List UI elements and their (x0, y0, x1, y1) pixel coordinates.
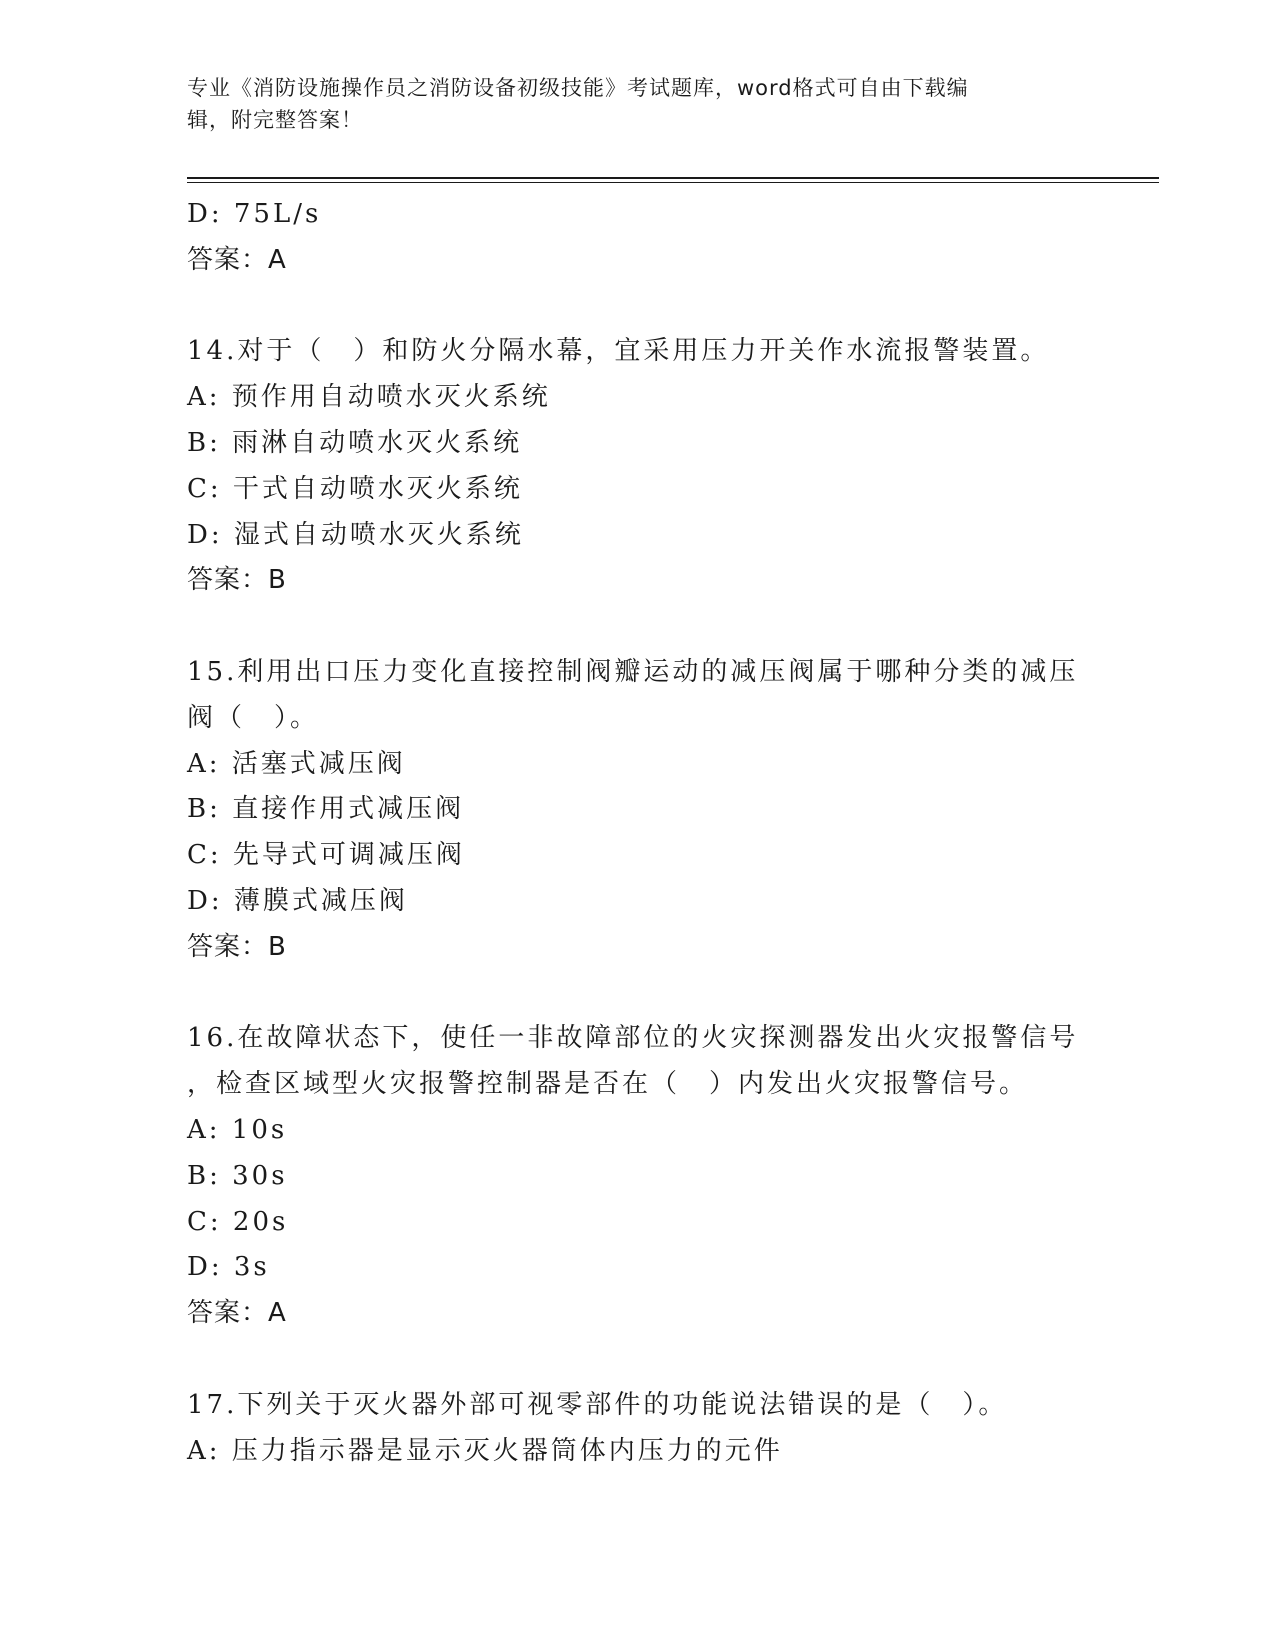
option-c: C: 干式自动喷水灭火系统 (187, 473, 523, 504)
question-stem: 14.对于（ ）和防火分隔水幕，宜采用压力开关作水流报警装置。 (187, 336, 1050, 367)
document-header (187, 72, 1067, 136)
question-17 (187, 1383, 1087, 1475)
option-c: C: 20s (187, 1206, 289, 1237)
option-a: A: 10s (187, 1114, 288, 1145)
option-d: D: 湿式自动喷水灭火系统 (187, 519, 524, 550)
option-a: A: 预作用自动喷水灭火系统 (187, 382, 551, 413)
answer: 答案：A (187, 1298, 287, 1329)
header-divider-bottom (187, 182, 1159, 183)
option-b: B: 雨淋自动喷水灭火系统 (187, 427, 523, 458)
option-d: D: 薄膜式减压阀 (187, 885, 408, 916)
question-16 (187, 1016, 1087, 1337)
question-stem: 15.利用出口压力变化直接控制阀瓣运动的减压阀属于哪种分类的减压 (187, 656, 1079, 687)
header-line-2: 辑，附完整答案！ (187, 108, 363, 132)
answer: 答案：B (187, 931, 287, 962)
question-stem: 16.在故障状态下，使任一非故障部位的火灾探测器发出火灾报警信号 (187, 1023, 1079, 1054)
option-b: B: 直接作用式减压阀 (187, 794, 465, 825)
option-d: D: 3s (187, 1252, 270, 1283)
question-stem-continued: ，检查区域型火灾报警控制器是否在（ ）内发出火灾报警信号。 (187, 1069, 1029, 1100)
option-a: A: 压力指示器是显示灭火器筒体内压力的元件 (187, 1435, 783, 1466)
question-stem-continued: 阀（ ）。 (187, 702, 320, 733)
header-line-1: 专业《消防设施操作员之消防设备初级技能》考试题库，word格式可自由下载编 (187, 76, 969, 100)
question-15 (187, 650, 1087, 971)
question-14 (187, 329, 1087, 604)
question-stem: 17.下列关于灭火器外部可视零部件的功能说法错误的是（ ）。 (187, 1389, 1008, 1420)
option-c: C: 先导式可调减压阀 (187, 840, 465, 871)
option-a: A: 活塞式减压阀 (187, 748, 406, 779)
option-d: D: 75L/s (187, 199, 322, 229)
option-b: B: 30s (187, 1160, 288, 1191)
answer: 答案：B (187, 565, 287, 596)
question-list (187, 192, 1087, 1474)
answer: 答案：A (187, 244, 287, 275)
header-divider-top (187, 177, 1159, 179)
